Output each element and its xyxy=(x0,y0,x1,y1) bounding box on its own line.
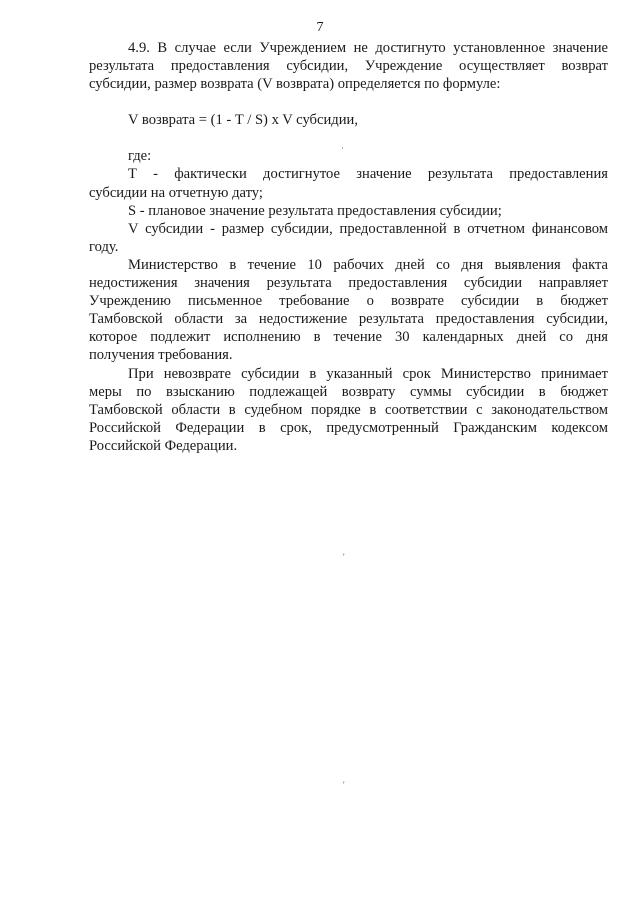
text-line: Российской Федерации. xyxy=(89,437,238,454)
scan-speck: ' xyxy=(343,780,345,790)
return-formula: V возврата = (1 - T / S) x V субсидии, xyxy=(128,112,358,129)
text-line: Тамбовской области в судебном порядке в соответствии с законодательством xyxy=(89,401,608,418)
text-line: Т - фактически достигнутое значение результата предоставления xyxy=(128,166,608,183)
text-line: году. xyxy=(89,238,119,255)
text-line: Российской Федерации в срок, предусмотренный Гражданским кодексом xyxy=(89,419,608,436)
text-line: которое подлежит исполнению в течение 30 календарных дней со дня xyxy=(89,329,608,346)
definition-v xyxy=(89,220,608,256)
definition-t xyxy=(89,165,608,201)
scan-speck: ' xyxy=(343,552,345,562)
text-line: При невозврате субсидии в указанный срок Министерство принимает xyxy=(128,365,608,382)
text-line: недостижения значения результата предоставления субсидии направляет xyxy=(89,275,608,292)
text-line: субсидии, размер возврата (V возврата) определяется по формуле: xyxy=(89,76,501,93)
scan-speck: · xyxy=(341,143,344,153)
text-line: получения требования. xyxy=(89,347,233,364)
text-line: меры по взысканию подлежащей возврату суммы субсидии в бюджет xyxy=(89,383,608,400)
where-label: где: xyxy=(128,148,152,165)
text-line: субсидии на отчетную дату; xyxy=(89,184,263,201)
text-line: 4.9. В случае если Учреждением не достигнуто установленное значение xyxy=(128,40,608,56)
text-line: V субсидии - размер субсидии, предоставленной в отчетном финансовом xyxy=(128,220,608,237)
text-line: Учреждению письменное требование о возврате субсидии в бюджет xyxy=(89,293,608,310)
ministry-paragraph xyxy=(89,256,608,365)
page-number: 7 xyxy=(316,20,324,35)
definition-s: S - плановое значение результата предоставления субсидии; xyxy=(128,202,502,219)
document-body xyxy=(89,39,608,455)
text-line: результата предоставления субсидии, Учреждение осуществляет возврат xyxy=(89,58,608,75)
text-line: Министерство в течение 10 рабочих дней со дня выявления факта xyxy=(128,256,608,273)
nonreturn-paragraph xyxy=(89,365,608,455)
text-line: Тамбовской области за недостижение результата предоставления субсидии, xyxy=(89,311,608,328)
section-4-9-paragraph xyxy=(89,39,608,93)
